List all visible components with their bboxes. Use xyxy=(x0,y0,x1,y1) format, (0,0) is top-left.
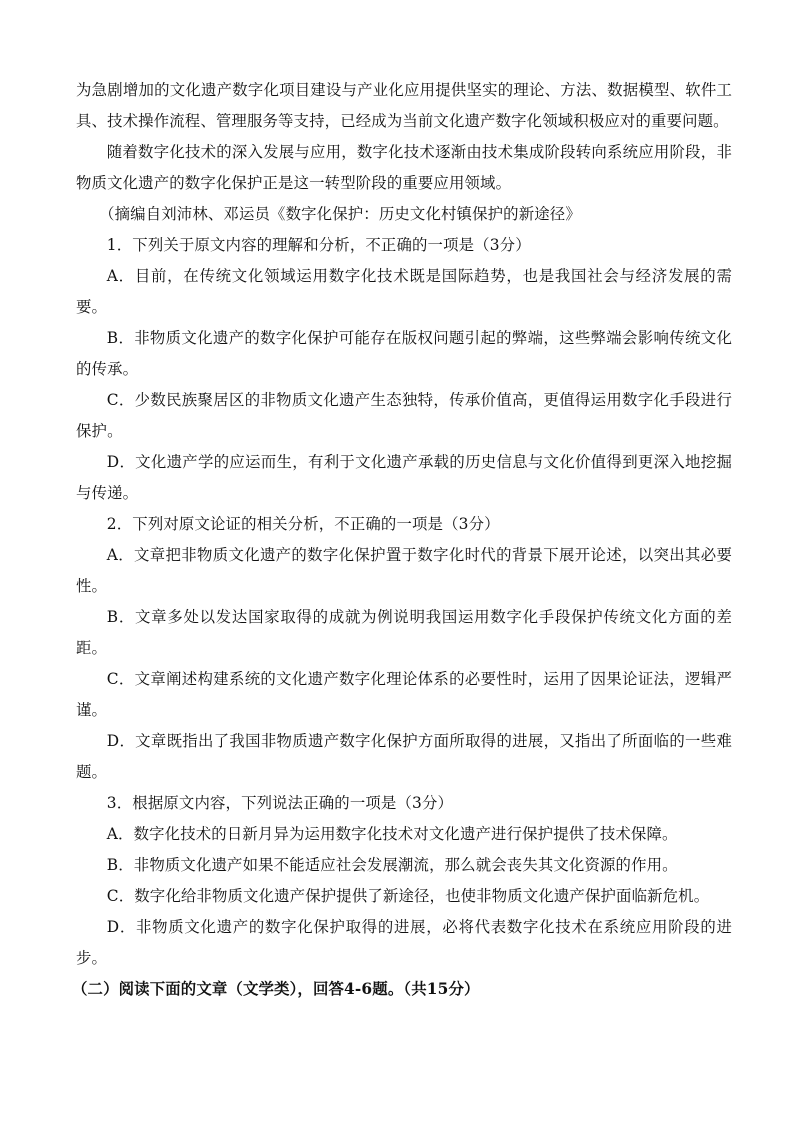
question-3-option-b: B．非物质文化遗产如果不能适应社会发展潮流，那么就会丧失其文化资源的作用。 xyxy=(106,856,678,874)
document-body xyxy=(72,75,732,1005)
question-2-option-b: B．文章多处以发达国家取得的成就为例说明我国运用数字化手段保护传统文化方面的差距。 xyxy=(76,608,732,657)
question-3-option-a: A．数字化技术的日新月异为运用数字化技术对文化遗产进行保护提供了技术保障。 xyxy=(106,825,678,843)
section-2-heading: （二）阅读下面的文章（文学类），回答4-6题。（共15分） xyxy=(72,980,480,998)
question-2-option-d: D．文章既指出了我国非物质遗产数字化保护方面所取得的进展，又指出了所面临的一些难题。 xyxy=(76,732,732,781)
question-2-option-c: C．文章阐述构建系统的文化遗产数字化理论体系的必要性时，运用了因果论证法，逻辑严谨。 xyxy=(76,670,732,719)
question-1-option-d: D．文化遗产学的应运而生，有利于文化遗产承载的历史信息与文化价值得到更深入地挖掘与传递。 xyxy=(76,453,732,502)
question-3-stem: 3．根据原文内容，下列说法正确的一项是（3分） xyxy=(106,794,454,812)
question-3-option-c: C．数字化给非物质文化遗产保护提供了新途径，也使非物质文化遗产保护面临新危机。 xyxy=(106,887,710,905)
question-1-option-c: C．少数民族聚居区的非物质文化遗产生态独特，传承价值高，更值得运用数字化手段进行保护。 xyxy=(76,391,732,440)
question-1-option-b: B．非物质文化遗产的数字化保护可能存在版权问题引起的弊端，这些弊端会影响传统文化的传承。 xyxy=(76,329,732,378)
source-citation: （摘编自刘沛林、邓运员《数字化保护：历史文化村镇保护的新途径》 xyxy=(99,205,581,223)
question-2-option-a: A．文章把非物质文化遗产的数字化保护置于数字化时代的背景下展开论述，以突出其必要性。 xyxy=(76,546,732,595)
paragraph-digital-transition: 随着数字化技术的深入发展与应用，数字化技术逐渐由技术集成阶段转向系统应用阶段，非物质文化遗产的数字化保护正是这一转型阶段的重要应用领域。 xyxy=(76,143,732,192)
paragraph-intro-continuation: 为急剧增加的文化遗产数字化项目建设与产业化应用提供坚实的理论、方法、数据模型、软件工具、技术操作流程、管理服务等支持，已经成为当前文化遗产数字化领域积极应对的重要问题。 xyxy=(76,81,732,130)
question-2-stem: 2．下列对原文论证的相关分析，不正确的一项是（3分） xyxy=(106,515,500,533)
question-1-option-a: A．目前，在传统文化领域运用数字化技术既是国际趋势，也是我国社会与经济发展的需要。 xyxy=(76,267,732,316)
question-1-stem: 1．下列关于原文内容的理解和分析，不正确的一项是（3分） xyxy=(106,236,531,254)
question-3-option-d: D．非物质文化遗产的数字化保护取得的进展，必将代表数字化技术在系统应用阶段的进步。 xyxy=(76,918,732,967)
